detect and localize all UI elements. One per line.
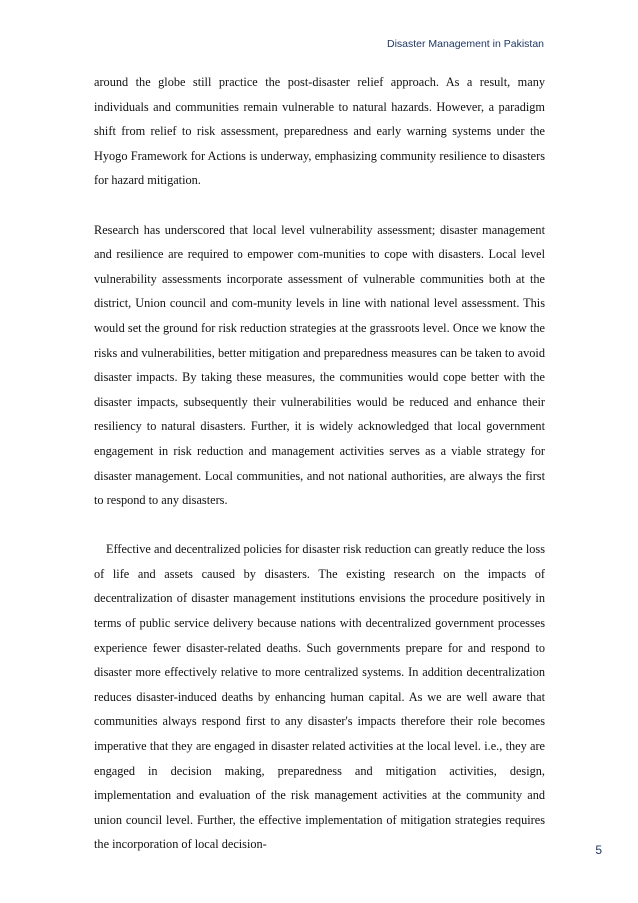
header-divider xyxy=(94,55,544,56)
page-number: 5 xyxy=(595,843,602,857)
body-text xyxy=(94,70,545,857)
running-header: Disaster Management in Pakistan xyxy=(387,38,544,50)
paragraph-research: Research has underscored that local level vulnerability assessment; disaster management and resilience are required to empower com-munities to cope with disasters. Local level vulnerability assessments incorporate assessment of vulnerable communities both at the district, Union council and com-munity levels in line with national level assessment. This would set the ground for risk reduction strategies at the grassroots level. Once we know the risks and vulnerabilities, better mitigation and preparedness measures can be taken to avoid disaster impacts. By taking these measures, the communities would cope better with the disaster impacts, subsequently their vulnerabilities would be reduced and enhance their resiliency to natural disasters. Further, it is widely acknowledged that local government engagement in risk reduction and management activities serves as a viable strategy for disaster management. Local communities, and not national authorities, are always the first to respond to any disasters. xyxy=(94,222,545,508)
paragraph-continuation: around the globe still practice the post-disaster relief approach. As a result, many individuals and communities remain vulnerable to natural hazards. However, a paradigm shift from relief to risk assessment, preparedness and early warning systems under the Hyogo Framework for Actions is underway, emphasizing community resilience to disasters for hazard mitigation. xyxy=(94,75,545,188)
paragraph-decentralized-policies: Effective and decentralized policies for disaster risk reduction can greatly reduce the loss of life and assets caused by disasters. The existing research on the impacts of decentralization of disaster management institutions envisions the procedure positively in terms of public service delivery because nations with decentralized government processes experience fewer disaster-related deaths. Such governments prepare for and respond to disaster more effectively relative to more centralized systems. In addition decentralization reduces disaster-induced deaths by enhancing human capital. As we are well aware that communities always respond first to any disaster's impacts therefore their role becomes imperative that they are engaged in disaster related activities at the local level. i.e., they are engaged in decision making, preparedness and mitigation activities, design, implementation and evaluation of the risk management activities at the community and union council level. Further, the effective implementation of mitigation strategies requires the incorporation of local decision- xyxy=(94,542,545,852)
